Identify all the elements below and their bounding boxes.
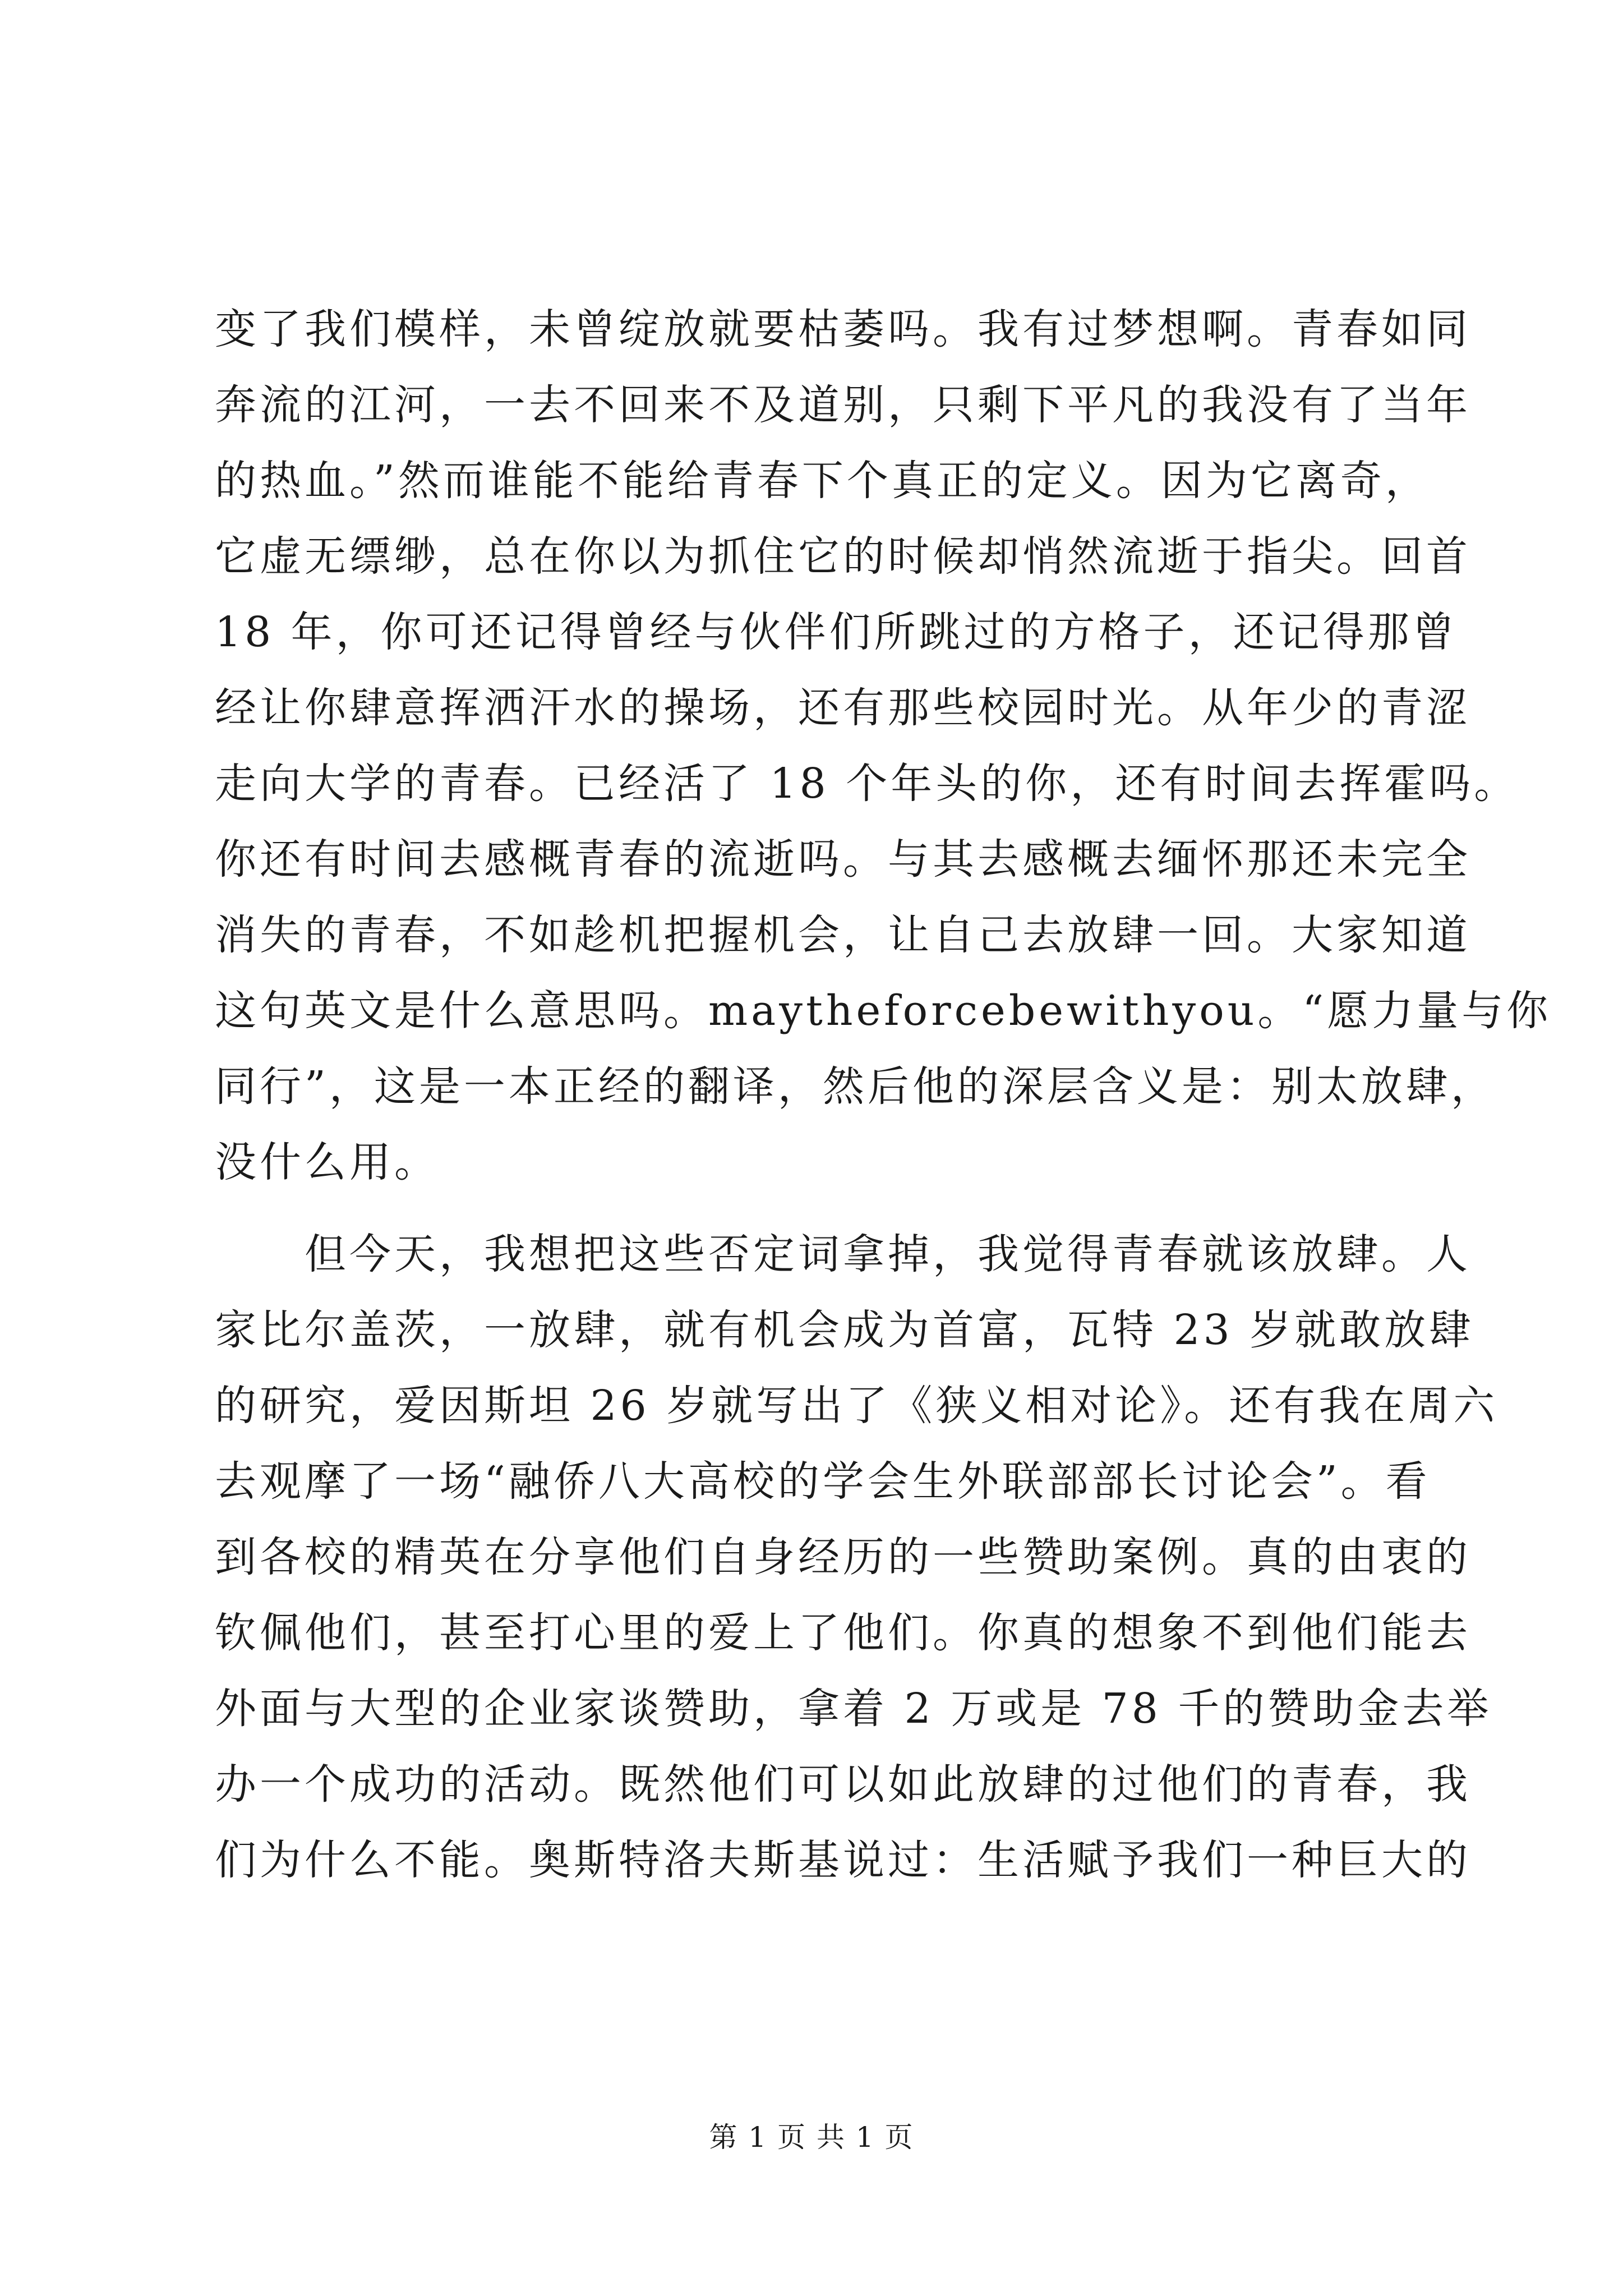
paragraph-2 (215, 1217, 1498, 1898)
page-number-label: 第 1 页 共 1 页 (709, 2121, 914, 2154)
text-line: 没什么用。 (215, 1138, 439, 1186)
text-line: 18 年，你可还记得曾经与伙伴们所跳过的方格子，还记得那曾 (215, 608, 1458, 656)
paragraph-1 (215, 292, 1552, 1200)
text-line: 你还有时间去感概青春的流逝吗。与其去感概去缅怀那还未完全 (215, 835, 1471, 884)
text-line: 经让你肆意挥洒汗水的操场，还有那些校园时光。从年少的青涩 (215, 684, 1471, 732)
paragraph-spacer (215, 1200, 1415, 1217)
text-line: 变了我们模样，未曾绽放就要枯萎吗。我有过梦想啊。青春如同 (215, 305, 1471, 353)
body-text (215, 292, 1552, 1898)
text-line: 外面与大型的企业家谈赞助，拿着 2 万或是 78 千的赞助金去举 (215, 1685, 1492, 1733)
text-line: 这句英文是什么意思吗。maytheforcebewithyou。“愿力量与你 (215, 987, 1552, 1035)
text-line: 消失的青春，不如趁机把握机会，让自己去放肆一回。大家知道 (215, 911, 1471, 959)
text-line: 们为什么不能。奥斯特洛夫斯基说过：生活赋予我们一种巨大的 (215, 1836, 1471, 1884)
text-line: 奔流的江河，一去不回来不及道别，只剩下平凡的我没有了当年 (215, 381, 1471, 429)
text-line: 钦佩他们，甚至打心里的爱上了他们。你真的想象不到他们能去 (215, 1609, 1471, 1657)
text-line: 它虚无缥缈，总在你以为抓住它的时候却悄然流逝于指尖。回首 (215, 532, 1471, 581)
text-line: 到各校的精英在分享他们自身经历的一些赞助案例。真的由衷的 (215, 1533, 1471, 1581)
text-line: 家比尔盖茨，一放肆，就有机会成为首富，瓦特 23 岁就敢放肆 (215, 1306, 1474, 1354)
text-line: 走向大学的青春。已经活了 18 个年头的你，还有时间去挥霍吗。 (215, 760, 1519, 808)
text-line: 的研究，爱因斯坦 26 岁就写出了《狭义相对论》。还有我在周六 (215, 1382, 1498, 1430)
text-line: 但今天，我想把这些否定词拿掉，我觉得青春就该放肆。人 (215, 1230, 1471, 1278)
text-line: 的热血。”然而谁能不能给青春下个真正的定义。因为它离奇， (215, 457, 1430, 505)
page-footer (0, 2120, 1623, 2154)
text-line: 同行”，这是一本正经的翻译，然后他的深层含义是：别太放肆， (215, 1062, 1496, 1111)
text-line: 办一个成功的活动。既然他们可以如此放肆的过他们的青春，我 (215, 1760, 1471, 1809)
text-line: 去观摩了一场“融侨八大高校的学会生外联部部长讨论会”。看 (215, 1457, 1431, 1506)
